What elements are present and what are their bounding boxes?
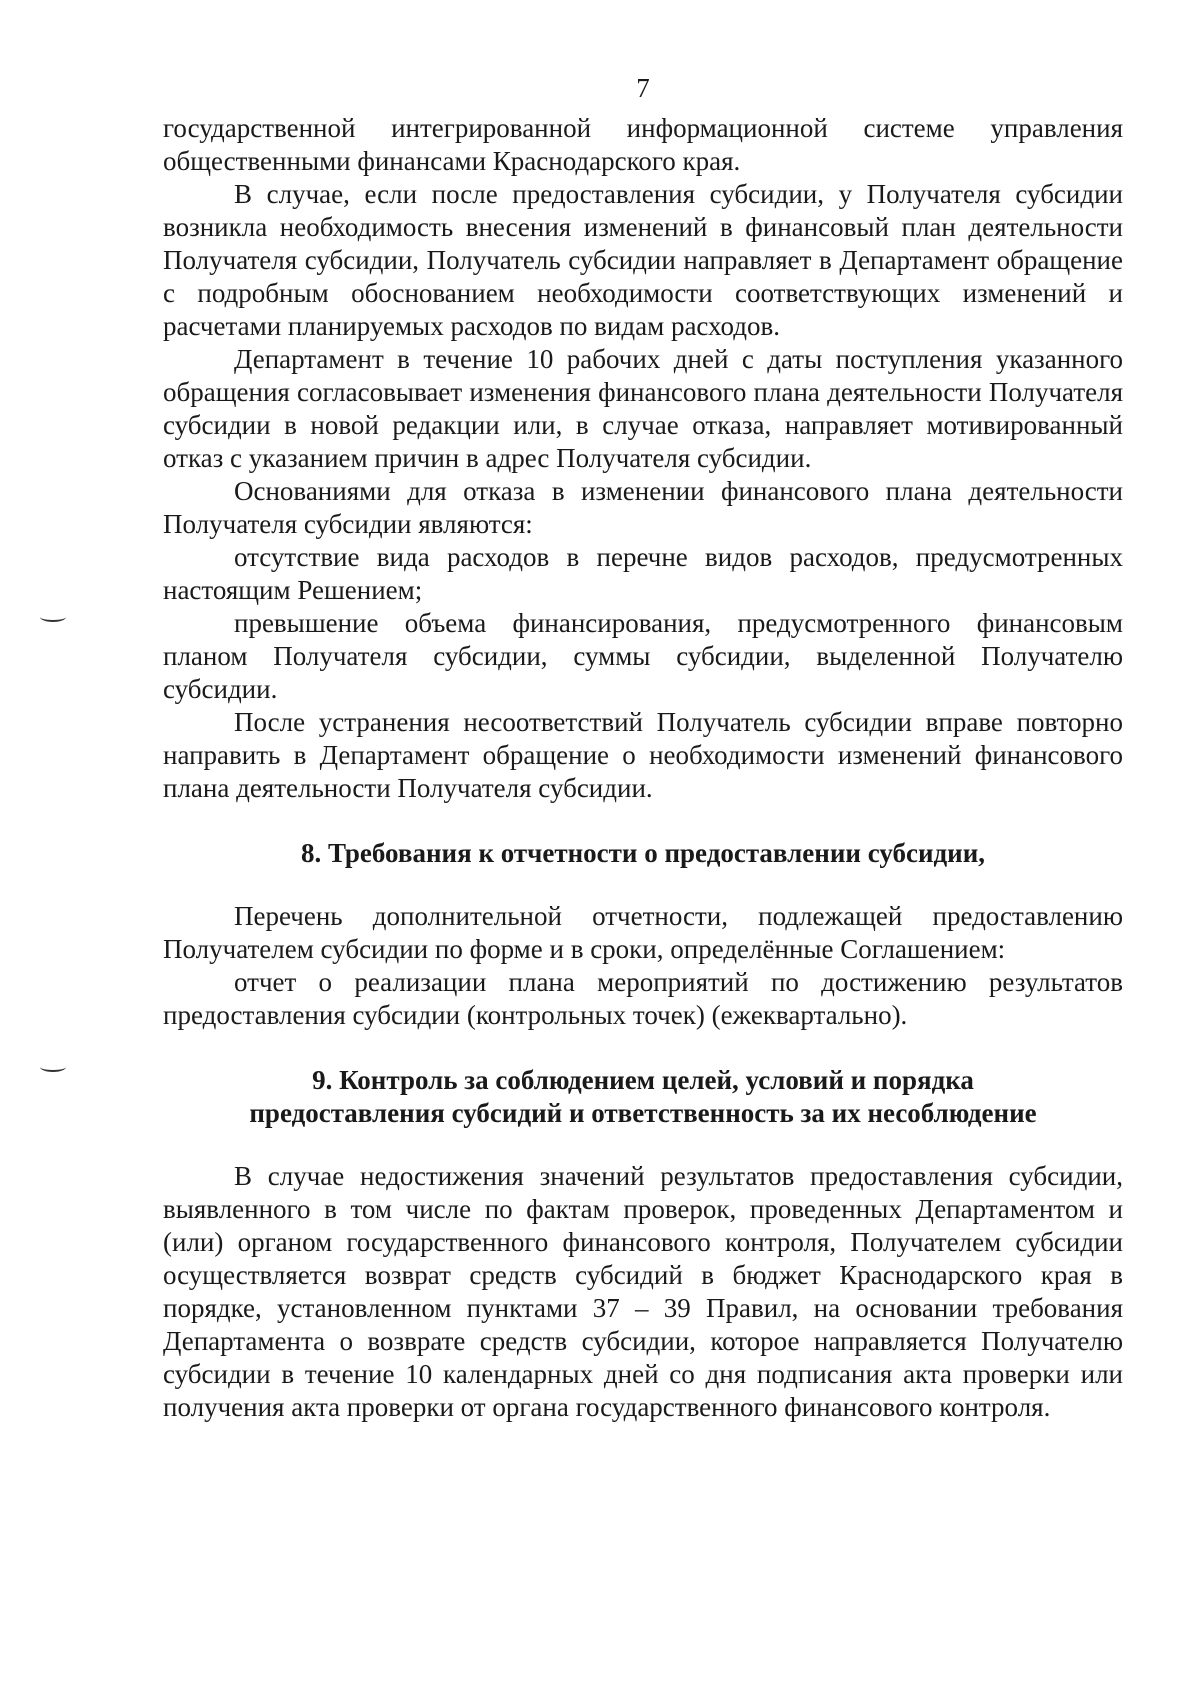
section-9-heading: [163, 1064, 1123, 1130]
paragraph: После устранения несоответствий Получатель субсидии вправе повторно направить в Департамент обращение о необходимости изменений финансового плана деятельности Получателя субсидии.: [163, 707, 1123, 803]
paragraph: Перечень дополнительной отчетности, подлежащей предоставлению Получателем субсидии по форме и в сроки, определённые Соглашением:: [163, 901, 1123, 964]
paragraph: государственной интегрированной информационной системе управления общественными финансами Краснодарского края.: [163, 113, 1123, 176]
section-8-body: [163, 900, 1123, 1032]
margin-binding-mark: [40, 612, 66, 622]
paragraph: отсутствие вида расходов в перечне видов расходов, предусмотренных настоящим Решением;: [163, 542, 1123, 605]
section-9-body: [163, 1160, 1123, 1424]
paragraph: Основаниями для отказа в изменении финансового плана деятельности Получателя субсидии являются:: [163, 476, 1123, 539]
section-9-heading-line-2: предоставления субсидий и ответственность за их несоблюдение: [249, 1098, 1037, 1128]
paragraph: Департамент в течение 10 рабочих дней с даты поступления указанного обращения согласовывает изменения финансового плана деятельности Получателя субсидии в новой редакции или, в случае отказа, направляет мотивированный отказ с указанием причин в адрес Получателя субсидии.: [163, 344, 1123, 473]
document-page: [163, 70, 1123, 1424]
paragraph: отчет о реализации плана мероприятий по достижению результатов предоставления субсидии (контрольных точек) (ежеквартально).: [163, 967, 1123, 1030]
section-9-heading-line-1: 9. Контроль за соблюдением целей, условий и порядка: [312, 1065, 974, 1095]
page-number: 7: [636, 73, 650, 103]
paragraph: В случае недостижения значений результатов предоставления субсидии, выявленного в том числе по фактам проверок, проведенных Департаментом и (или) органом государственного финансового контроля, Получателем субсидии осуществляется возврат средств субсидий в бюджет Краснодарского края в порядке, установленном пунктами 37 – 39 Правил, на основании требования Департамента о возврате средств субсидии, которое направляется Получателю субсидии в течение 10 календарных дней со дня подписания акта проверки или получения акта проверки от органа государственного финансового контроля.: [163, 1161, 1123, 1422]
paragraph: превышение объема финансирования, предусмотренного финансовым планом Получателя субсидии, суммы субсидии, выделенной Получателю субсидии.: [163, 608, 1123, 704]
paragraph: В случае, если после предоставления субсидии, у Получателя субсидии возникла необходимость внесения изменений в финансовый план деятельности Получателя субсидии, Получатель субсидии направляет в Департамент обращение с подробным обоснованием необходимости соответствующих изменений и расчетами планируемых расходов по видам расходов.: [163, 179, 1123, 341]
margin-binding-mark: [40, 1062, 66, 1072]
top-paragraphs: [163, 112, 1123, 805]
section-8-heading: 8. Требования к отчетности о предоставлении субсидии,: [300, 838, 986, 868]
